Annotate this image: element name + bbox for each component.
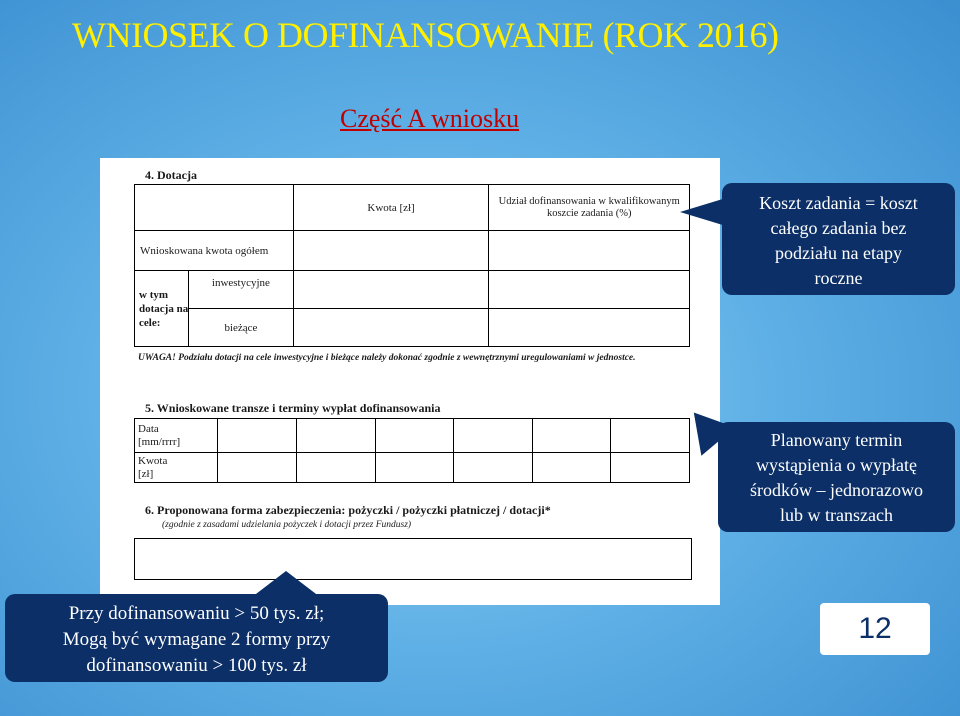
cell-current-amount[interactable]	[293, 309, 489, 347]
tranche-amount-cell[interactable]	[218, 453, 297, 483]
callout-schedule-line: Planowany termin	[770, 430, 903, 450]
tranche-amount-cell[interactable]	[454, 453, 533, 483]
tranche-amount-cell[interactable]	[375, 453, 454, 483]
cell-invest-amount[interactable]	[293, 271, 489, 309]
tranche-date-cell[interactable]	[532, 419, 611, 453]
tranche-date-cell[interactable]	[611, 419, 690, 453]
callout-cost-line: roczne	[814, 268, 863, 288]
row-date-label-l1: Data	[138, 422, 159, 435]
callout-security-line: Mogą być wymagane 2 formy przy	[62, 629, 331, 650]
row-amount-label-l1: Kwota	[138, 454, 168, 467]
tranche-amount-cell[interactable]	[296, 453, 375, 483]
row-group-label: w tym dotacja na cele:	[135, 271, 189, 347]
row-invest-label: inwestycyjne	[189, 271, 293, 309]
slide-subtitle: Część A wniosku	[340, 104, 520, 133]
tranches-table	[134, 418, 690, 483]
row-date-label-l2: [mm/rrrr]	[138, 435, 181, 448]
cell-total-share[interactable]	[489, 231, 690, 271]
security-form-field[interactable]	[134, 538, 692, 580]
section-5-heading: 5. Wnioskowane transze i terminy wypłat dofinansowania	[145, 401, 441, 415]
row-current-label: bieżące	[189, 309, 293, 347]
row-amount-label	[135, 453, 218, 483]
section-6-heading: 6. Proponowana forma zabezpieczenia: pożyczki / pożyczki płatniczej / dotacji*	[145, 503, 551, 517]
grant-table	[134, 184, 690, 347]
callout-cost-pointer	[680, 198, 726, 226]
tranche-date-cell[interactable]	[296, 419, 375, 453]
tranche-date-cell[interactable]	[454, 419, 533, 453]
callout-cost	[722, 183, 955, 295]
callout-security-line: Przy dofinansowaniu > 50 tys. zł;	[68, 603, 325, 624]
cell-invest-share[interactable]	[489, 271, 690, 309]
col-share-header: Udział dofinansowania w kwalifikowanym koszcie zadania (%)	[489, 185, 690, 231]
callout-cost-line: podziału na etapy	[775, 243, 902, 263]
callout-schedule	[718, 422, 955, 532]
callout-cost-line: Koszt zadania = koszt	[759, 193, 918, 213]
tranche-date-cell[interactable]	[218, 419, 297, 453]
col-amount-header: Kwota [zł]	[293, 185, 489, 231]
slide-title: WNIOSEK O DOFINANSOWANIE (ROK 2016)	[72, 15, 779, 55]
callout-schedule-line: środków – jednorazowo	[750, 480, 923, 500]
callout-security	[5, 594, 388, 682]
row-total-label: Wnioskowana kwota ogółem	[135, 231, 294, 271]
cell-current-share[interactable]	[489, 309, 690, 347]
grant-table-corner	[135, 185, 294, 231]
row-date-label	[135, 419, 218, 453]
callout-security-line: dofinansowaniu > 100 tys. zł	[86, 655, 307, 676]
tranche-amount-cell[interactable]	[532, 453, 611, 483]
row-amount-label-l2: [zł]	[138, 467, 154, 480]
callout-schedule-line: wystąpienia o wypłatę	[756, 455, 917, 475]
cell-total-amount[interactable]	[293, 231, 489, 271]
section-6-subnote: (zgodnie z zasadami udzielania pożyczek i dotacji przez Fundusz)	[162, 520, 412, 530]
section-4-heading: 4. Dotacja	[145, 168, 197, 182]
callout-cost-line: całego zadania bez	[770, 218, 907, 238]
form-excerpt	[100, 158, 720, 605]
tranche-date-cell[interactable]	[375, 419, 454, 453]
section-4-note: UWAGA! Podziału dotacji na cele inwestycyjne i bieżące należy dokonać zgodnie z wewnętrznymi uregulowaniami w jednostce.	[138, 353, 636, 363]
page-number: 12	[820, 603, 930, 655]
tranche-amount-cell[interactable]	[611, 453, 690, 483]
callout-schedule-line: lub w transzach	[780, 505, 893, 525]
